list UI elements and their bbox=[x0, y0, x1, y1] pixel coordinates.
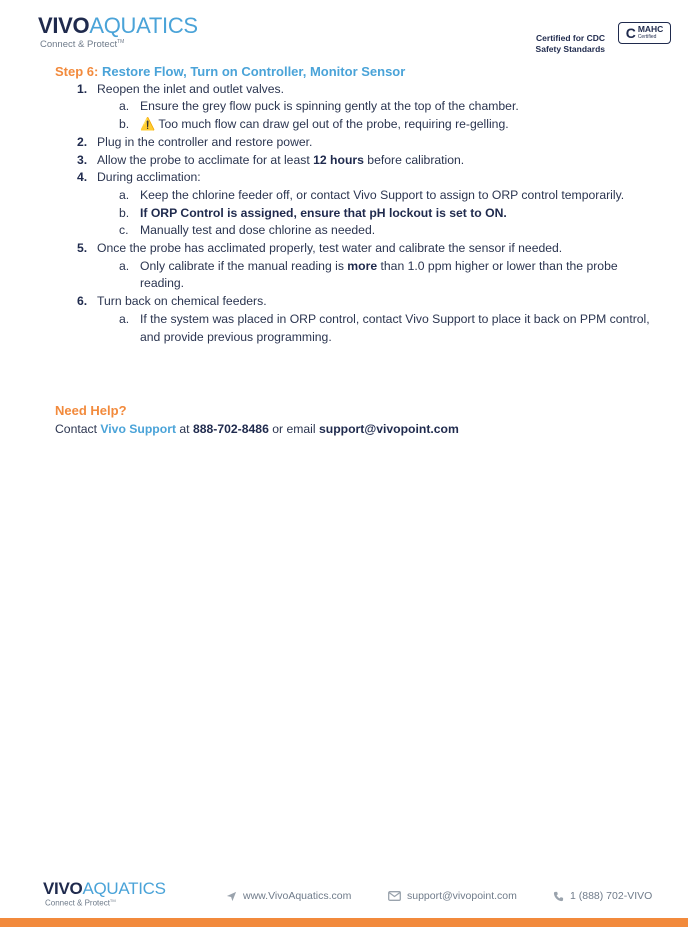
send-icon bbox=[226, 891, 237, 902]
sub-list-item: a. Only calibrate if the manual reading is more than 1.0 ppm higher or lower than the probe reading. bbox=[119, 258, 618, 291]
logo-tagline: Connect & Protect™ bbox=[40, 39, 125, 51]
list-item: 5. Once the probe has acclimated properly, test water and calibrate the sensor if needed. a. Only calibrate if the manual reading is more than 1.0 ppm higher or lower than the probe reading. bbox=[55, 240, 655, 293]
logo-light: AQUATICS bbox=[89, 13, 198, 38]
list-item: 3. Allow the probe to acclimate for at least 12 hours before calibration. bbox=[77, 152, 465, 167]
header-logo bbox=[38, 14, 198, 50]
sub-list-item: a. Ensure the grey flow puck is spinning gently at the top of the chamber. bbox=[119, 99, 519, 114]
support-link[interactable]: Vivo Support bbox=[100, 422, 177, 436]
footer-phone[interactable]: 1 (888) 702-VIVO bbox=[553, 890, 652, 902]
footer-logo: VIVOAQUATICS Connect & Protect™ bbox=[43, 879, 166, 908]
sub-list-item: c. Manually test and dose chlorine as needed. bbox=[119, 223, 376, 238]
list-item: 4. During acclimation: a. Keep the chlorine feeder off, or contact Vivo Support to assign to ORP control temporarily. b. If ORP Control is assigned, ensure that pH lockout is set to ON. c. Manually test and dose chlorine as needed. bbox=[55, 169, 655, 240]
list-item: 2. Plug in the controller and restore power. bbox=[77, 134, 313, 149]
warning-icon: ⚠️ bbox=[140, 117, 156, 132]
list-item: 6. Turn back on chemical feeders. a. If the system was placed in ORP control, contact Vivo Support to place it back on PPM control, and provide previous programming. bbox=[55, 293, 655, 346]
logo-bold: VIVO bbox=[38, 13, 90, 38]
help-contact: Contact Vivo Support at 888-702-8486 or email support@vivopoint.com bbox=[55, 422, 459, 436]
mahc-c-icon: C bbox=[625, 25, 636, 41]
phone-icon bbox=[553, 891, 564, 902]
sub-list-item: a. If the system was placed in ORP control, contact Vivo Support to place it back on PPM control, and provide previous programming. bbox=[119, 311, 650, 344]
footer-website[interactable]: www.VivoAquatics.com bbox=[226, 890, 351, 902]
footer-accent-bar bbox=[0, 918, 688, 927]
cdc-certification: Certified for CDC Safety Standards bbox=[535, 33, 605, 54]
mahc-badge: C MAHC Certified bbox=[618, 22, 671, 44]
footer-email[interactable]: support@vivopoint.com bbox=[388, 890, 517, 902]
sub-list-item: a. Keep the chlorine feeder off, or contact Vivo Support to assign to ORP control temporarily. bbox=[119, 187, 625, 202]
list-item: 1. Reopen the inlet and outlet valves. a. Ensure the grey flow puck is spinning gently at the top of the chamber. b. ⚠️ Too much flow can draw gel out of the probe, requiring re-gelling. bbox=[55, 81, 655, 134]
sub-list-item: b. If ORP Control is assigned, ensure that pH lockout is set to ON. bbox=[119, 205, 507, 220]
help-section bbox=[55, 402, 459, 438]
sub-list-item: b. ⚠️ Too much flow can draw gel out of the probe, requiring re-gelling. bbox=[119, 117, 509, 132]
instructions bbox=[55, 63, 655, 346]
step-heading: Step 6: Restore Flow, Turn on Controller, Monitor Sensor bbox=[55, 64, 406, 79]
mail-icon bbox=[388, 891, 401, 901]
support-email[interactable]: support@vivopoint.com bbox=[318, 422, 459, 436]
help-title: Need Help? bbox=[55, 403, 127, 418]
support-phone[interactable]: 888-702-8486 bbox=[192, 422, 269, 436]
